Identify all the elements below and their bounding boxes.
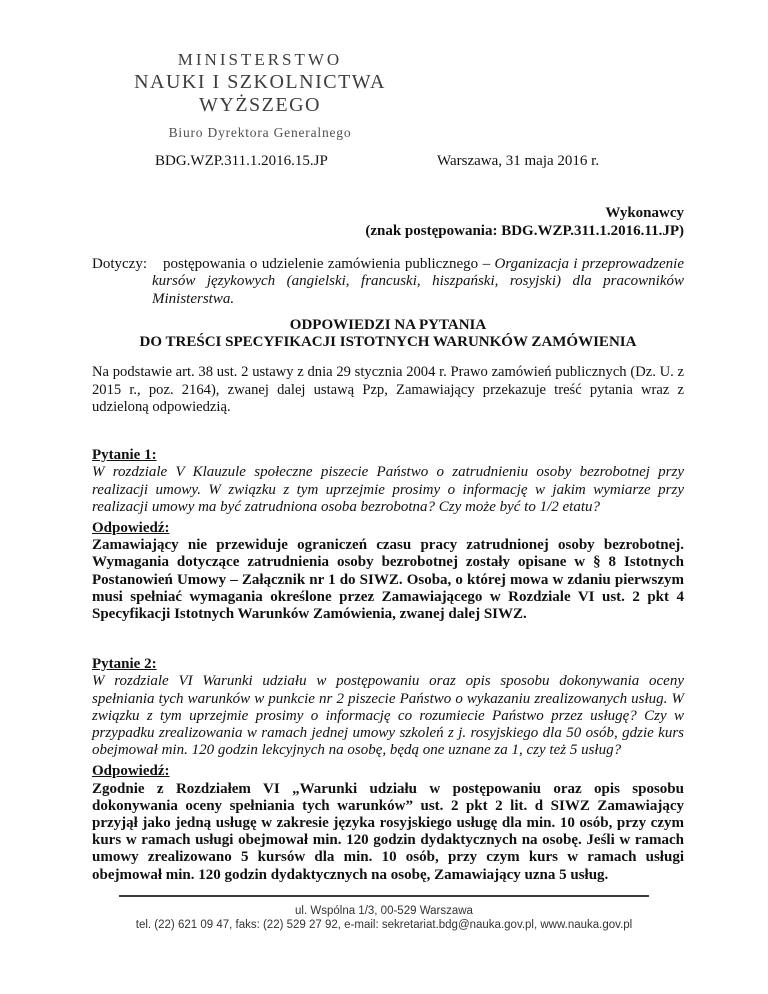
- qa-block-1: [92, 447, 684, 623]
- footer-address: ul. Wspólna 1/3, 00-529 Warszawa: [295, 905, 473, 917]
- question-2-text: W rozdziale VI Warunki udziału w postępowaniu oraz opis sposobu dokonywania oceny spełniania tych warunków w punkcie nr 2 piszecie Państwo o wykazaniu zrealizowanych usług. W związku z tym uprzejmie prosimy o informację co rozumiecie Państwo przez usługę? Czy w przypadku zrealizowania w ramach jednej umowy szkoleń z j. rosyjskiego dla 50 osób, gdzie kurs obejmował min. 120 godzin lekcyjnych na osobę, będą one uznane za 1, czy też 5 usług?: [92, 673, 684, 759]
- document-title-line1: ODPOWIEDZI NA PYTANIA: [289, 316, 487, 333]
- reference-number: BDG.WZP.311.1.2016.15.JP: [155, 153, 328, 169]
- ministry-name-line1: MINISTERSTWO: [177, 50, 343, 69]
- footer: [0, 895, 768, 932]
- question-1-label: Pytanie 1:: [92, 447, 157, 464]
- footer-contact: tel. (22) 621 09 47, faks: (22) 529 27 92, e-mail: sekretariat.bdg@nauka.gov.pl, www.nauka.gov.pl: [135, 919, 633, 931]
- answer-1-text: Zamawiający nie przewiduje ograniczeń czasu pracy zatrudnionej osoby bezrobotnej. Wymagania dotyczące zatrudnienia osoby bezrobotnej zostały opisane w § 8 Istotnych Postanowień Umowy – Załącznik nr 1 do SIWZ. Osoba, o której mowa w zdaniu pierwszym musi spełniać wymagania określone przez Zamawiającego w Rozdziale VI ust. 2 pkt 4 Specyfikacji Istotnych Warunków Zamówienia, zwanej dalej SIWZ.: [92, 537, 684, 622]
- document-title: [92, 317, 684, 352]
- answer-1-label: Odpowiedź:: [92, 519, 170, 536]
- ministry-name-line2: NAUKI I SZKOLNICTWA WYŻSZEGO: [134, 71, 386, 116]
- qa-block-2: [92, 656, 684, 884]
- question-1-text: W rozdziale V Klauzule społeczne piszecie Państwo o zatrudnieniu osoby bezrobotnej przy realizacji umowy. W związku z tym uprzejmie prosimy o informację w jakim wymiarze przy realizacji umowy ma być zatrudniona osoba bezrobotna? Czy może być to 1/2 etatu?: [92, 464, 684, 515]
- answer-2-text: Zgodnie z Rozdziałem VI „Warunki udziału w postępowaniu oraz opis sposobu dokonywania oceny spełniania tych warunków” ust. 2 pkt 2 lit. d SIWZ Zamawiający przyjął jako jedną usługę w zakresie języka rosyjskiego usługę dla min. 10 osób, przy czym kurs w ramach usługi obejmował min. 120 godzin dydaktycznych na osobę. Jeśli w ramach umowy zrealizowano 5 kursów dla min. 10 osób, przy czym kurs w ramach usługi obejmował min. 120 godzin dydaktycznych na osobę, Zamawiający uzna 5 usług.: [92, 780, 684, 883]
- addressee-block: [92, 205, 684, 240]
- question-2-label: Pytanie 2:: [92, 656, 157, 673]
- subject-text-regular: postępowania o udzielenie zamówienia publicznego –: [162, 256, 495, 272]
- document-title-line2: DO TREŚCI SPECYFIKACJI ISTOTNYCH WARUNKÓW ZAMÓWIENIA: [139, 334, 637, 351]
- intro-paragraph: Na podstawie art. 38 ust. 2 ustawy z dnia 29 stycznia 2004 r. Prawo zamówień publicznych (Dz. U. z 2015 r., poz. 2164), zwanej dalej ustawą Pzp, Zamawiający przekazuje treść pytania wraz z udzieloną odpowiedzią.: [92, 364, 684, 415]
- subject-text-italic: Organizacja i przeprowadzenie kursów językowych (angielski, francuski, hiszpański, rosyjski) dla pracowników Ministerstwa.: [152, 256, 684, 307]
- office-name: Biuro Dyrektora Generalnego: [168, 125, 352, 140]
- case-reference: (znak postępowania: BDG.WZP.311.1.2016.11.JP): [365, 222, 684, 239]
- answer-2-label: Odpowiedź:: [92, 763, 170, 780]
- letterhead: [88, 0, 432, 141]
- reference-row: [0, 153, 768, 171]
- addressee-name: Wykonawcy: [605, 205, 684, 221]
- document-body: [0, 205, 768, 884]
- place-and-date: Warszawa, 31 maja 2016 r.: [437, 153, 600, 169]
- footer-divider: [119, 895, 649, 897]
- subject-paragraph: [92, 256, 684, 308]
- subject-label: Dotyczy:: [92, 256, 147, 272]
